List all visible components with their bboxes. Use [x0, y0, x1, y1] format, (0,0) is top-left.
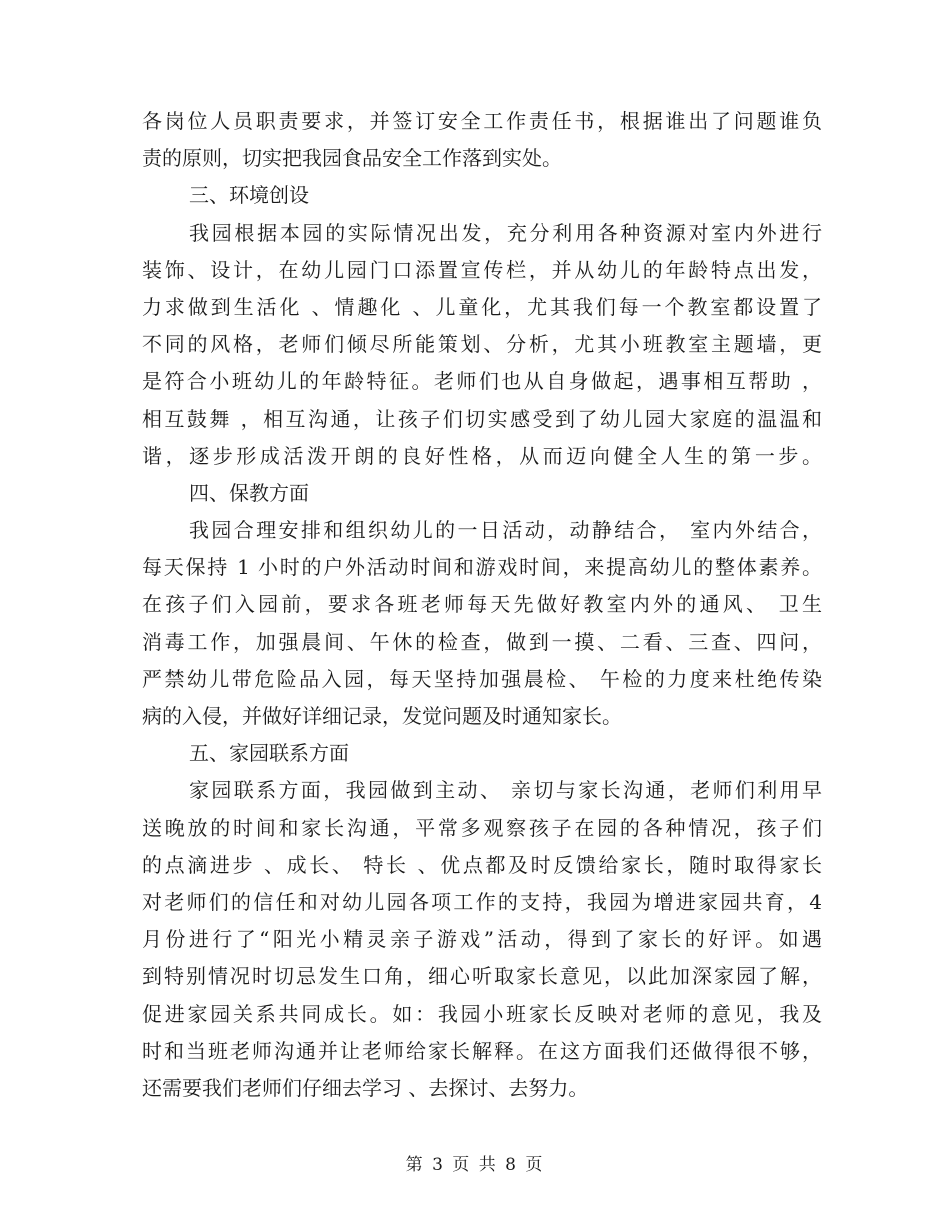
- paragraph-line: 送晚放的时间和家长沟通，平常多观察孩子在园的各种情况，孩子们: [142, 815, 822, 840]
- paragraph-line: 各岗位人员职责要求，并签订安全工作责任书，根据谁出了问题谁负: [142, 109, 822, 133]
- section-heading: 三、环境创设: [189, 183, 309, 208]
- paragraph-line: 装饰、设计，在幼儿园门口添置宣传栏，并从幼儿的年龄特点出发，: [142, 257, 822, 282]
- page-number-label: 第 3 页 共 8 页: [405, 1155, 545, 1175]
- paragraph-line: 力求做到生活化 、情趣化 、儿童化，尤其我们每一个教室都设置了: [142, 294, 822, 319]
- section-heading: 五、家园联系方面: [189, 741, 349, 766]
- paragraph-first-line: 我园根据本园的实际情况出发，充分利用各种资源对室内外进行: [189, 220, 822, 245]
- paragraph-line: 是符合小班幼儿的年龄特征。老师们也从自身做起，遇事相互帮助 ，: [142, 369, 822, 394]
- paragraph-line: 不同的风格，老师们倾尽所能策划、分析，尤其小班教室主题墙，更: [142, 332, 822, 357]
- paragraph-line: 时和当班老师沟通并让老师给家长解释。在这方面我们还做得很不够，: [142, 1038, 822, 1063]
- paragraph-line: 在孩子们入园前，要求各班老师每天先做好教室内外的通风、 卫生: [142, 592, 822, 617]
- paragraph-line: 谐，逐步形成活泼开朗的良好性格，从而迈向健全人生的第一步。: [142, 443, 822, 468]
- section-heading: 四、保教方面: [189, 480, 309, 505]
- paragraph-line: 月份进行了“阳光小精灵亲子游戏”活动，得到了家长的好评。如遇: [142, 927, 822, 952]
- paragraph-line: 每天保持 1 小时的户外活动时间和游戏时间，来提高幼儿的整体素养。: [142, 555, 822, 580]
- paragraph-line: 相互鼓舞 ，相互沟通，让孩子们切实感受到了幼儿园大家庭的温温和: [142, 406, 822, 431]
- paragraph-line: 的点滴进步 、成长、 特长 、优点都及时反馈给家长，随时取得家长: [142, 852, 822, 877]
- paragraph-first-line: 家园联系方面，我园做到主动、 亲切与家长沟通，老师们利用早: [189, 778, 822, 803]
- paragraph-first-line: 我园合理安排和组织幼儿的一日活动，动静结合， 室内外结合，: [189, 518, 822, 543]
- page-footer: [0, 1150, 950, 1175]
- paragraph-last-line: 责的原则，切实把我园食品安全工作落到实处。: [142, 146, 562, 171]
- paragraph-last-line: 还需要我们老师们仔细去学习 、去探讨、去努力。: [142, 1075, 589, 1100]
- paragraph-line: 消毒工作，加强晨间、午休的检查，做到一摸、二看、三查、四问，: [142, 629, 822, 654]
- paragraph-line: 严禁幼儿带危险品入园，每天坚持加强晨检、 午检的力度来杜绝传染: [142, 666, 822, 691]
- paragraph-line: 对老师们的信任和对幼儿园各项工作的支持，我园为增进家园共育，4: [142, 889, 822, 914]
- document-body: [142, 103, 822, 1107]
- paragraph-last-line: 病的入侵，并做好详细记录，发觉问题及时通知家长。: [142, 704, 622, 728]
- paragraph-line: 到特别情况时切忌发生口角，细心听取家长意见，以此加深家园了解，: [142, 964, 822, 989]
- paragraph-line: 促进家园关系共同成长。如：我园小班家长反映对老师的意见，我及: [142, 1001, 822, 1026]
